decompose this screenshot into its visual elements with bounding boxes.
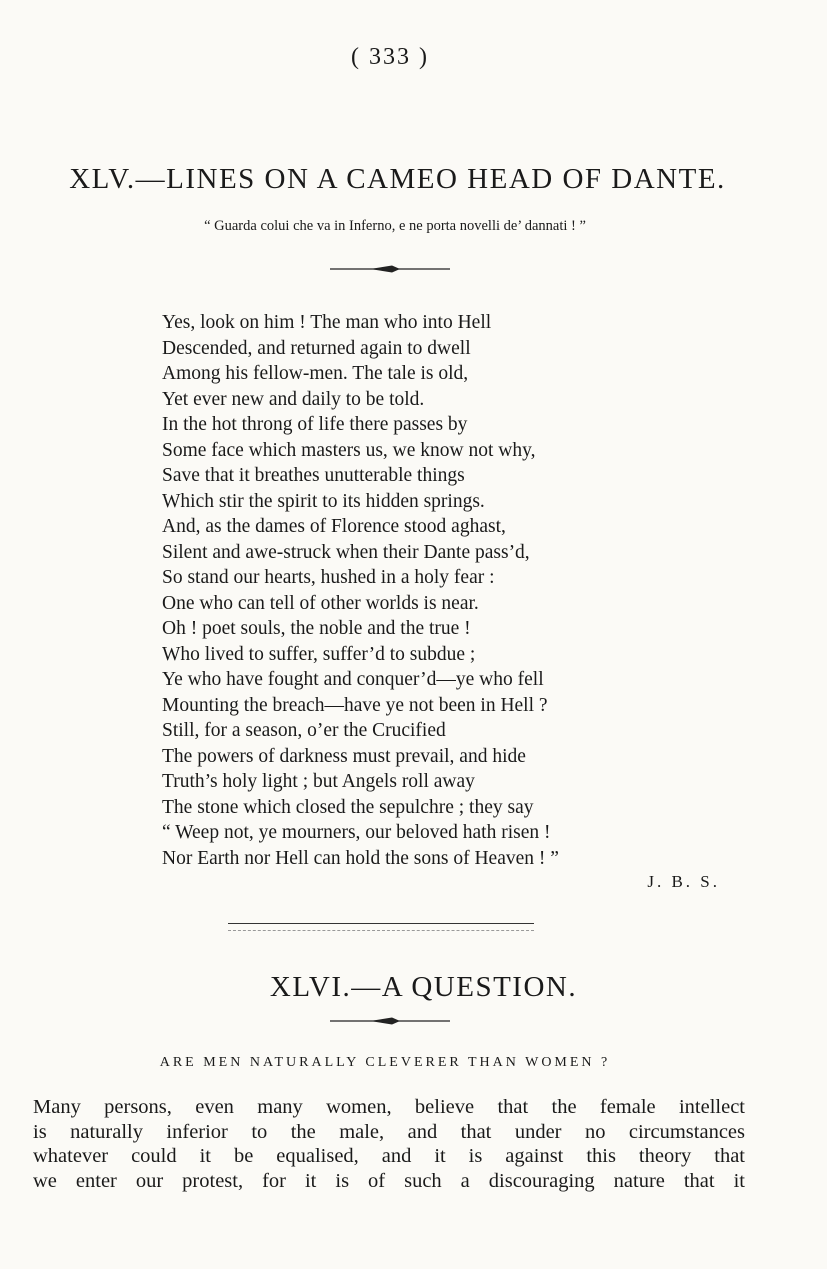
poem-line: Which stir the spirit to its hidden springs.: [162, 490, 485, 512]
prose-line: we enter our protest, for it is of such a discouraging nature that it: [33, 1169, 745, 1192]
poem-line: The stone which closed the sepulchre ; they say: [162, 796, 534, 818]
poem-line: Mounting the breach—have ye not been in Hell ?: [162, 694, 548, 716]
poem-line: Descended, and returned again to dwell: [162, 337, 471, 359]
section-rule: [228, 923, 534, 924]
prose-line: is naturally inferior to the male, and that under no circumstances: [33, 1120, 745, 1143]
poem-line: Still, for a season, o’er the Crucified: [162, 720, 446, 741]
epigraph: “ Guarda colui che va in Inferno, e ne porta novelli de’ dannati ! ”: [204, 218, 586, 234]
poem-line: Among his fellow-men. The tale is old,: [162, 363, 469, 384]
poem-line: And, as the dames of Florence stood aghast,: [162, 516, 506, 537]
section-heading-question: XLVI.—A QUESTION.: [269, 971, 578, 1003]
prose-line: Many persons, even many women, believe that the female intellect: [33, 1096, 745, 1118]
poem-line: Yet ever new and daily to be told.: [162, 388, 425, 410]
ornament-divider-icon: [330, 265, 450, 273]
prose-line: whatever could it be equalised, and it is against this theory that: [33, 1145, 745, 1167]
section-rule-faint: [228, 930, 534, 931]
poem-line: Nor Earth nor Hell can hold the sons of Heaven ! ”: [162, 847, 559, 869]
poem-line: Truth’s holy light ; but Angels roll away: [162, 771, 475, 792]
poem-line: In the hot throng of life there passes by: [162, 414, 468, 435]
poem-line: So stand our hearts, hushed in a holy fear :: [162, 567, 495, 588]
subheading: ARE MEN NATURALLY CLEVERER THAN WOMEN ?: [159, 1055, 611, 1070]
poem-line: Silent and awe-struck when their Dante pass’d,: [162, 541, 530, 563]
poem-line: “ Weep not, ye mourners, our beloved hath risen !: [162, 822, 551, 843]
prose-paragraph: [33, 1095, 745, 1193]
poem-line: Save that it breathes unutterable things: [162, 465, 465, 486]
poem-line: The powers of darkness must prevail, and hide: [162, 745, 526, 767]
poem-line: Who lived to suffer, suffer’d to subdue ;: [162, 643, 476, 665]
section-heading-dante: XLV.—LINES ON A CAMEO HEAD OF DANTE.: [69, 163, 726, 195]
poem-line: Oh ! poet souls, the noble and the true !: [162, 618, 471, 639]
poem: [162, 310, 722, 871]
poem-line: Yes, look on him ! The man who into Hell: [162, 312, 492, 333]
ornament-divider-icon: [330, 1017, 450, 1025]
poem-line: One who can tell of other worlds is near.: [162, 592, 479, 614]
page-number: ( 333 ): [351, 44, 429, 70]
signature: J. B. S.: [647, 872, 720, 891]
poem-line: Some face which masters us, we know not why,: [162, 439, 536, 461]
poem-line: Ye who have fought and conquer’d—ye who fell: [162, 669, 544, 690]
